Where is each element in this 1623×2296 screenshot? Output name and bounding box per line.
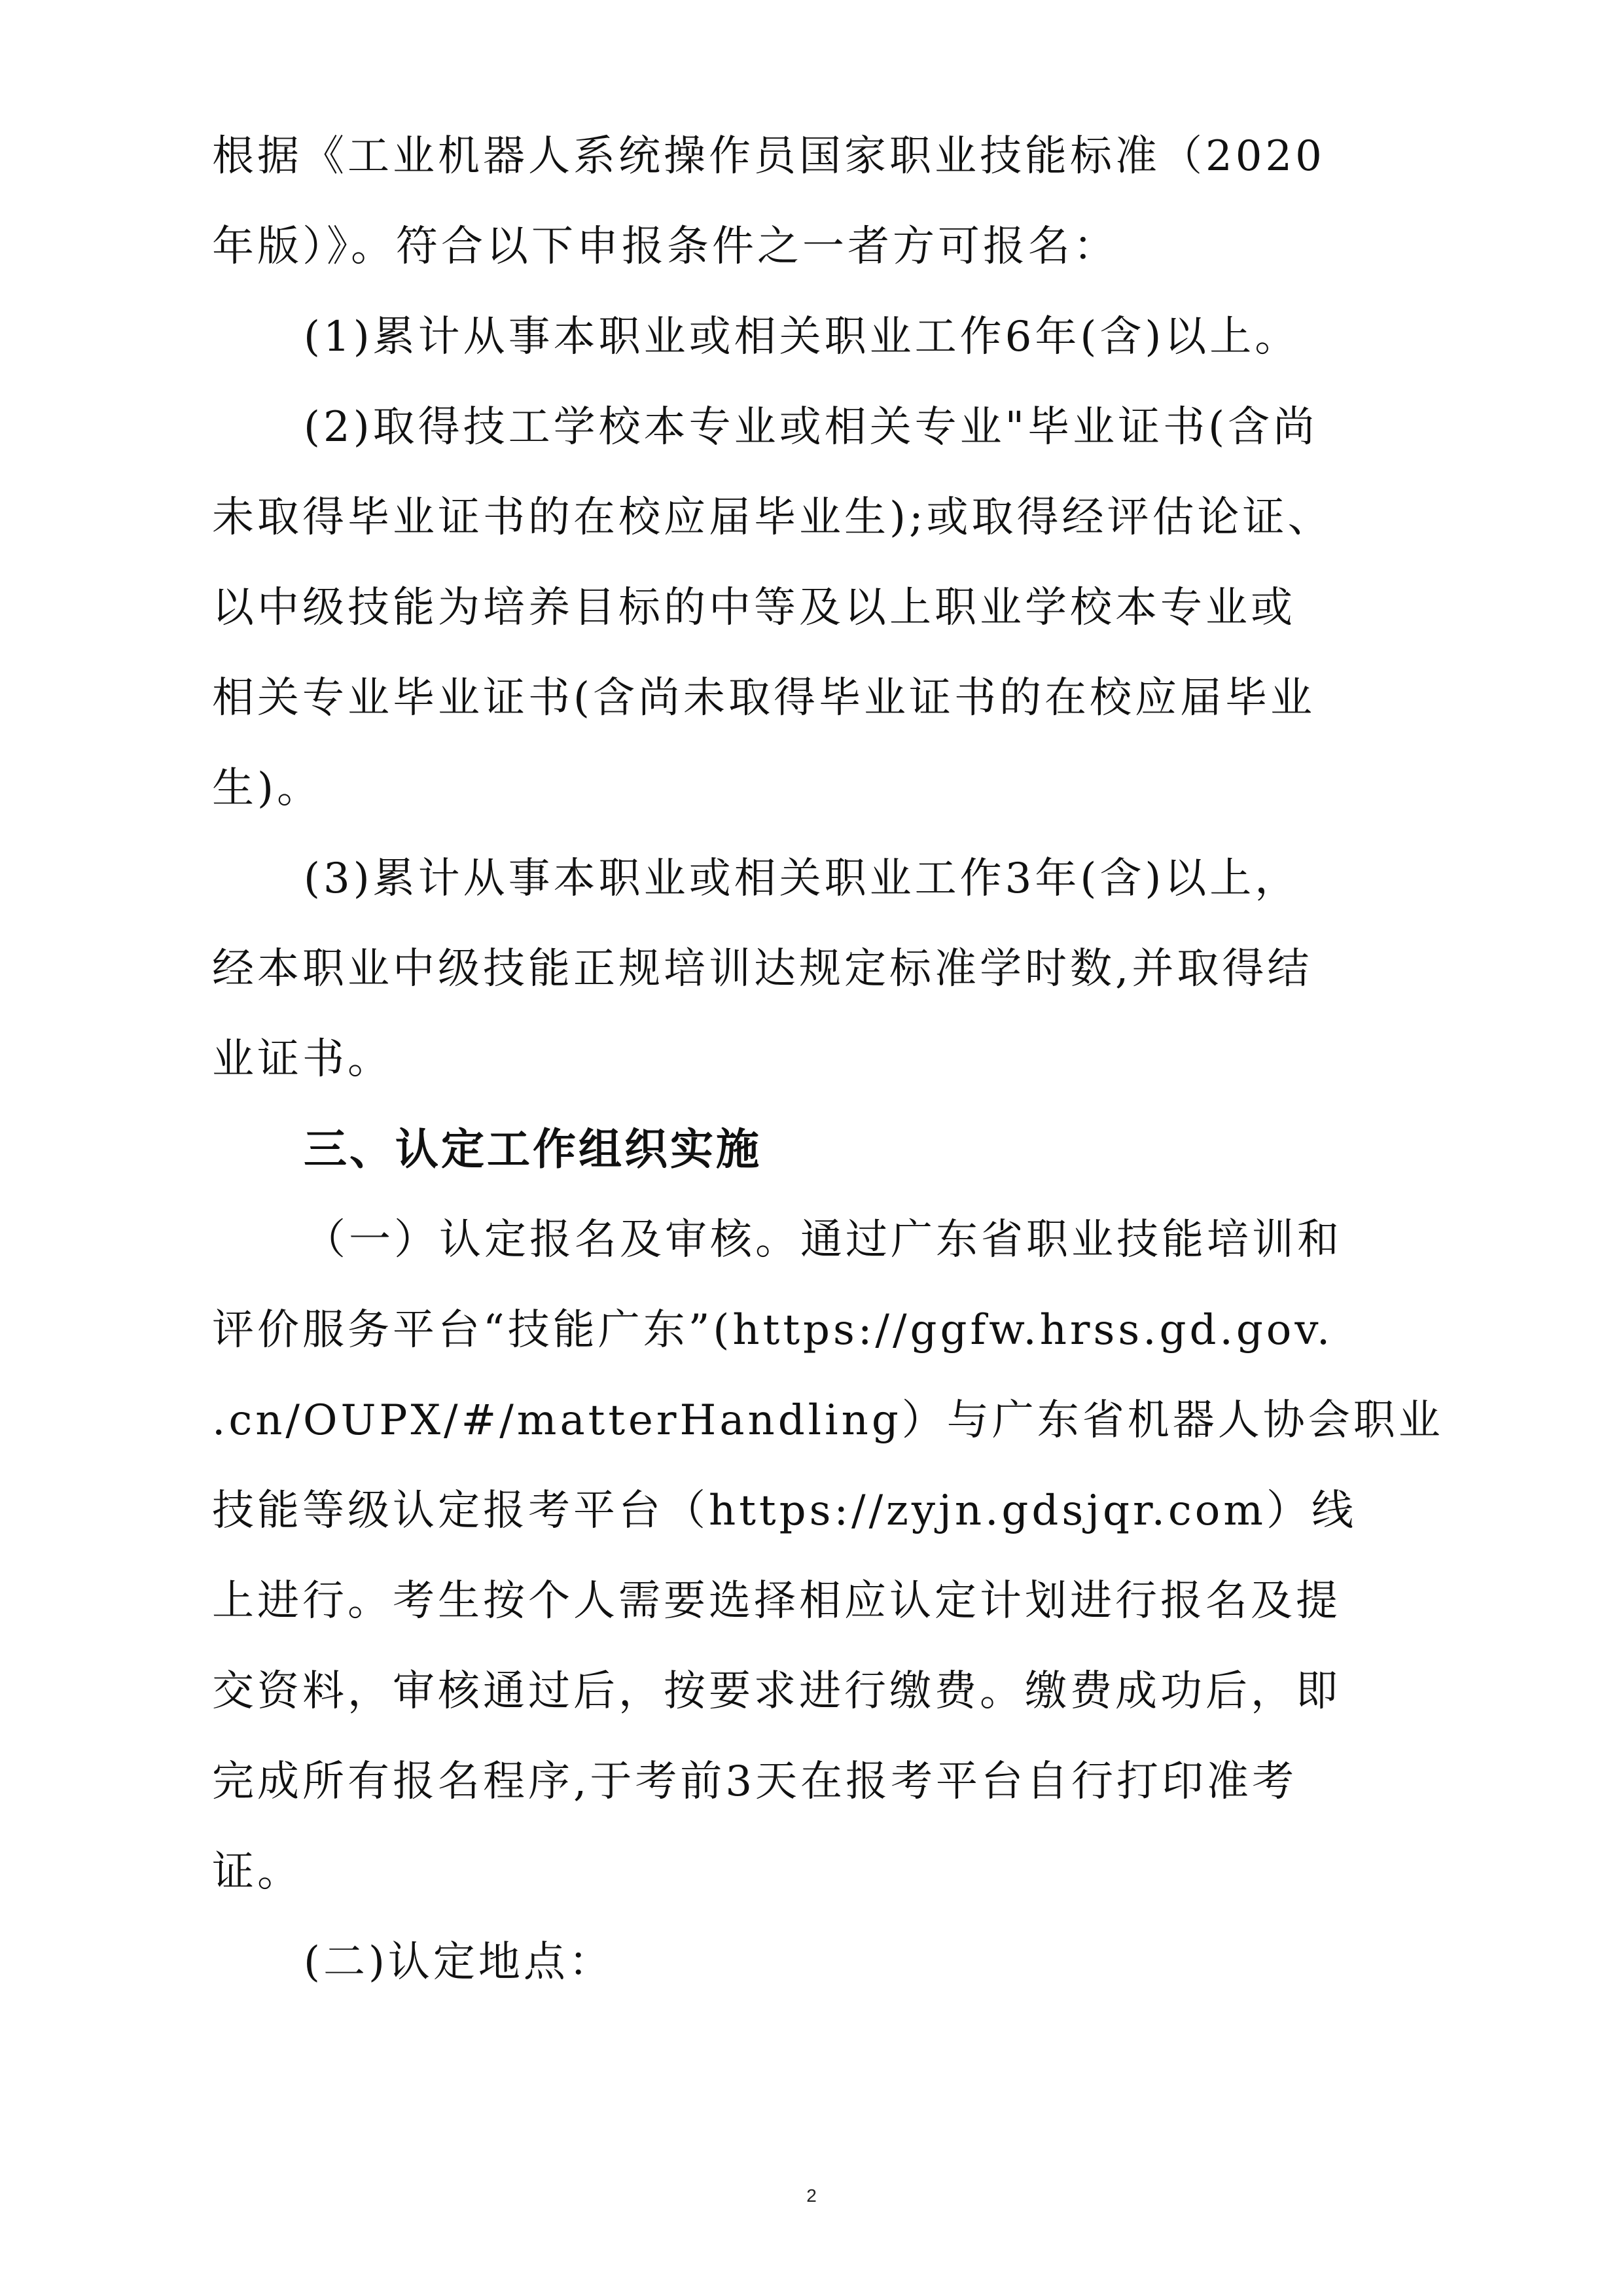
paragraph-line: 上进行。考生按个人需要选择相应认定计划进行报名及提 [212, 1577, 1341, 1625]
page-number: 2 [806, 2185, 817, 2206]
paragraph-line: 经本职业中级技能正规培训达规定标准学时数,并取得结 [212, 945, 1313, 993]
body-text [212, 111, 1444, 2007]
paragraph-line: 以中级技能为培养目标的中等及以上职业学校本专业或 [212, 584, 1296, 632]
paragraph-line: 相关专业毕业证书(含尚未取得毕业证书的在校应届毕业 [212, 674, 1315, 722]
paragraph-line: 技能等级认定报考平台（https://zyjn.gdsjqr.com）线 [212, 1487, 1357, 1535]
paragraph-line: 未取得毕业证书的在校应届毕业生);或取得经评估论证、 [212, 493, 1333, 542]
section-heading: 三、认定工作组织实施 [304, 1124, 762, 1174]
paragraph-line: 业证书。 [212, 1035, 393, 1084]
condition-1-line: (1)累计从事本职业或相关职业工作6年(含)以上。 [304, 313, 1300, 361]
condition-2-line: (2)取得技工学校本专业或相关专业"毕业证书(含尚 [304, 403, 1319, 451]
paragraph-line: .cn/OUPX/#/matterHandling）与广东省机器人协会职业 [212, 1396, 1444, 1445]
paragraph-line: 根据《工业机器人系统操作员国家职业技能标准（2020 [212, 132, 1325, 181]
subsection-1-line: （一）认定报名及审核。通过广东省职业技能培训和 [304, 1216, 1342, 1264]
subsection-2-line: (二)认定地点： [304, 1938, 614, 1987]
condition-3-line: (3)累计从事本职业或相关职业工作3年(含)以上， [304, 855, 1300, 903]
paragraph-line: 交资料，审核通过后，按要求进行缴费。缴费成功后，即 [212, 1667, 1341, 1716]
paragraph-line: 证。 [212, 1848, 302, 1896]
paragraph-line: 完成所有报名程序,于考前3天在报考平台自行打印准考 [212, 1757, 1298, 1806]
paragraph-line: 评价服务平台“技能广东”(https://ggfw.hrss.gd.gov. [212, 1306, 1334, 1354]
paragraph-line: 年版）》。符合以下申报条件之一者方可报名： [212, 222, 1118, 271]
paragraph-line: 生)。 [212, 764, 322, 813]
